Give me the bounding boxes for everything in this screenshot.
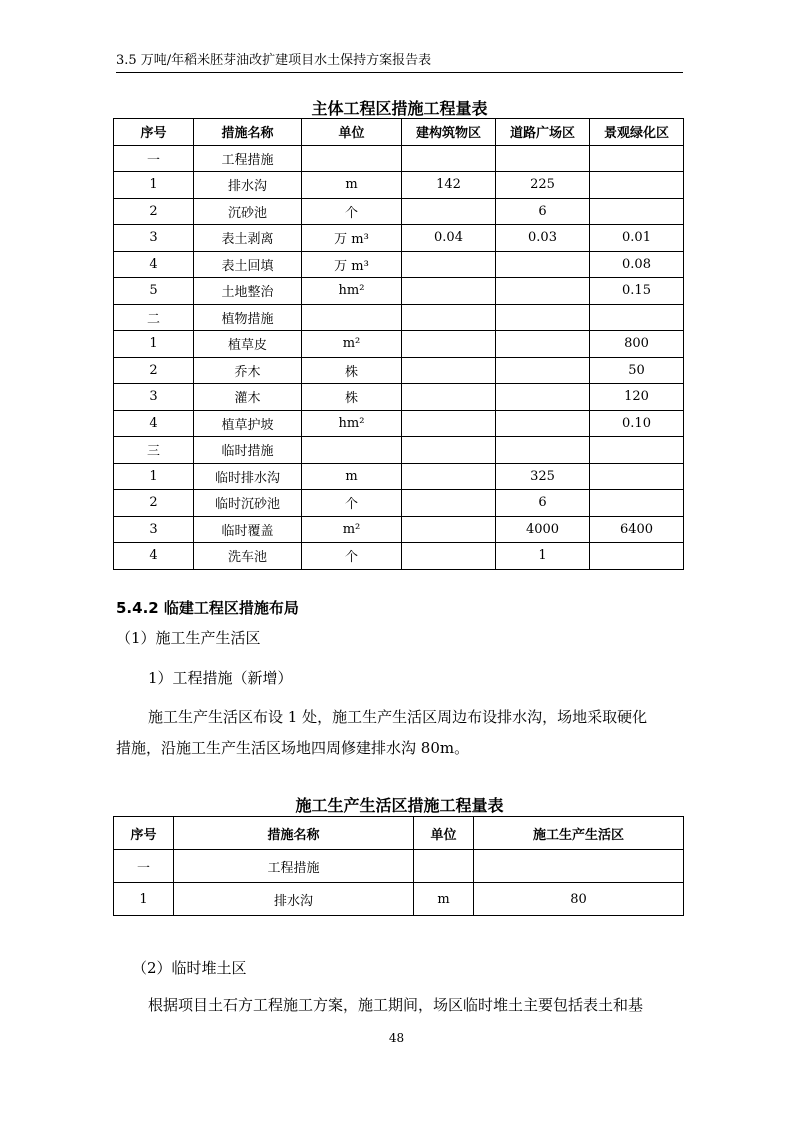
table-cell — [590, 172, 684, 199]
table-cell — [496, 145, 590, 172]
table-cell — [414, 850, 474, 883]
table-row — [114, 198, 684, 225]
table-cell: 50 — [590, 357, 684, 384]
table-row — [114, 850, 684, 883]
table-cell: 个 — [302, 543, 402, 570]
table-cell — [402, 437, 496, 464]
table-cell: 3 — [114, 516, 194, 543]
table-cell: 临时措施 — [194, 437, 302, 464]
table-cell: hm² — [302, 410, 402, 437]
table-cell — [402, 543, 496, 570]
table-cell — [590, 198, 684, 225]
table-cell — [496, 410, 590, 437]
table-cell: 个 — [302, 490, 402, 517]
table-cell — [496, 278, 590, 305]
table-cell — [402, 463, 496, 490]
table-row — [114, 357, 684, 384]
table-cell: 植草皮 — [194, 331, 302, 358]
running-header: 3.5 万吨/年稻米胚芽油改扩建项目水土保持方案报告表 — [116, 53, 432, 68]
table-row — [114, 437, 684, 464]
table-cell — [496, 304, 590, 331]
table-cell: 325 — [496, 463, 590, 490]
table-cell: 一 — [114, 145, 194, 172]
table-cell — [496, 357, 590, 384]
col-header-index: 序号 — [114, 119, 194, 146]
table-cell: 三 — [114, 437, 194, 464]
table-cell: hm² — [302, 278, 402, 305]
table-cell: 一 — [114, 850, 174, 883]
table-cell: 120 — [590, 384, 684, 411]
table-header-row — [114, 817, 684, 850]
table-cell — [496, 384, 590, 411]
table-cell: 142 — [402, 172, 496, 199]
table-cell: 800 — [590, 331, 684, 358]
table-cell: 5 — [114, 278, 194, 305]
table-row — [114, 172, 684, 199]
table-row — [114, 145, 684, 172]
table-row — [114, 384, 684, 411]
table-cell: 二 — [114, 304, 194, 331]
table-row — [114, 463, 684, 490]
table-row — [114, 251, 684, 278]
table-cell — [496, 331, 590, 358]
table-cell: 2 — [114, 490, 194, 517]
table-cell: 6 — [496, 490, 590, 517]
header-rule — [116, 72, 683, 73]
subsection-title: （1）施工生产生活区 — [116, 629, 261, 647]
table-cell — [402, 278, 496, 305]
col-header-camp-area: 施工生产生活区 — [474, 817, 684, 850]
table-cell: 4 — [114, 251, 194, 278]
table-row — [114, 304, 684, 331]
table-cell — [402, 198, 496, 225]
table-cell — [302, 304, 402, 331]
col-header-measure: 措施名称 — [194, 119, 302, 146]
table-cell: 乔木 — [194, 357, 302, 384]
table2-caption: 施工生产生活区措施工程量表 — [295, 796, 504, 815]
table1-caption: 主体工程区措施工程量表 — [311, 99, 488, 118]
main-works-measures-table — [113, 118, 684, 570]
table-cell — [474, 850, 684, 883]
table-cell — [302, 145, 402, 172]
table-row — [114, 410, 684, 437]
table-cell — [402, 145, 496, 172]
table-cell: 灌木 — [194, 384, 302, 411]
table-cell: 0.04 — [402, 225, 496, 252]
table-cell: 工程措施 — [174, 850, 414, 883]
table-cell — [496, 251, 590, 278]
table-cell: 4 — [114, 410, 194, 437]
table-cell: 80 — [474, 883, 684, 916]
paragraph-line: 根据项目土石方工程施工方案，施工期间，场区临时堆土主要包括表土和基 — [148, 996, 644, 1014]
table-cell: 2 — [114, 357, 194, 384]
table-cell: 1 — [496, 543, 590, 570]
construction-camp-measures-table — [113, 816, 684, 916]
col-header-road-plaza-area: 道路广场区 — [496, 119, 590, 146]
table-cell — [496, 437, 590, 464]
table-row — [114, 490, 684, 517]
table-cell: 1 — [114, 883, 174, 916]
table-cell: 临时覆盖 — [194, 516, 302, 543]
paragraph-line: 施工生产生活区布设 1 处，施工生产生活区周边布设排水沟，场地采取硬化 — [148, 708, 648, 726]
subsubsection-title: 1）工程措施（新增） — [148, 669, 293, 687]
table-cell: m² — [302, 516, 402, 543]
table-cell: m — [414, 883, 474, 916]
col-header-building-area: 建构筑物区 — [402, 119, 496, 146]
table-cell — [402, 516, 496, 543]
table-row — [114, 543, 684, 570]
table-cell: 排水沟 — [174, 883, 414, 916]
table-cell: 225 — [496, 172, 590, 199]
table-row — [114, 278, 684, 305]
table-cell: 0.08 — [590, 251, 684, 278]
table-cell — [590, 304, 684, 331]
table-cell — [590, 463, 684, 490]
table-cell: 临时排水沟 — [194, 463, 302, 490]
table-cell: 1 — [114, 172, 194, 199]
table-cell: 万 m³ — [302, 251, 402, 278]
table-cell — [402, 490, 496, 517]
table-cell: 株 — [302, 357, 402, 384]
table-cell — [590, 490, 684, 517]
table-cell: 4000 — [496, 516, 590, 543]
table-cell: 4 — [114, 543, 194, 570]
table-cell: 个 — [302, 198, 402, 225]
table-cell: 2 — [114, 198, 194, 225]
col-header-measure: 措施名称 — [174, 817, 414, 850]
table-row — [114, 883, 684, 916]
col-header-landscape-area: 景观绿化区 — [590, 119, 684, 146]
table-cell: 工程措施 — [194, 145, 302, 172]
col-header-unit: 单位 — [414, 817, 474, 850]
table-cell: 植草护坡 — [194, 410, 302, 437]
paragraph-line: 措施，沿施工生产生活区场地四周修建排水沟 80m。 — [116, 739, 470, 757]
table-cell: 沉砂池 — [194, 198, 302, 225]
table-cell: 表土剥离 — [194, 225, 302, 252]
table-row — [114, 225, 684, 252]
table-row — [114, 516, 684, 543]
table-cell: 表土回填 — [194, 251, 302, 278]
table-cell: 0.10 — [590, 410, 684, 437]
table-cell: 0.01 — [590, 225, 684, 252]
col-header-unit: 单位 — [302, 119, 402, 146]
table-cell — [302, 437, 402, 464]
table-cell — [402, 384, 496, 411]
table-cell — [590, 543, 684, 570]
table-header-row — [114, 119, 684, 146]
table-cell: 排水沟 — [194, 172, 302, 199]
table-cell: 0.15 — [590, 278, 684, 305]
table-cell: 6400 — [590, 516, 684, 543]
table-cell: 6 — [496, 198, 590, 225]
page-number: 48 — [388, 1031, 405, 1045]
table-row — [114, 331, 684, 358]
table-cell: 1 — [114, 463, 194, 490]
table-cell — [402, 304, 496, 331]
table-cell: m² — [302, 331, 402, 358]
table-cell: 3 — [114, 225, 194, 252]
table-cell — [402, 251, 496, 278]
table-cell: 0.03 — [496, 225, 590, 252]
table-cell — [590, 437, 684, 464]
table-cell: 万 m³ — [302, 225, 402, 252]
table-cell: m — [302, 172, 402, 199]
table-cell — [402, 331, 496, 358]
table-cell: 洗车池 — [194, 543, 302, 570]
table-cell — [590, 145, 684, 172]
table-cell — [402, 357, 496, 384]
table-cell: 3 — [114, 384, 194, 411]
table-cell: 1 — [114, 331, 194, 358]
table-cell: 土地整治 — [194, 278, 302, 305]
table-cell — [402, 410, 496, 437]
col-header-index: 序号 — [114, 817, 174, 850]
table-cell: m — [302, 463, 402, 490]
table-cell: 株 — [302, 384, 402, 411]
table-cell: 临时沉砂池 — [194, 490, 302, 517]
subsection-title: （2）临时堆土区 — [132, 959, 247, 977]
section-heading: 5.4.2 临建工程区措施布局 — [116, 599, 299, 617]
table-cell: 植物措施 — [194, 304, 302, 331]
